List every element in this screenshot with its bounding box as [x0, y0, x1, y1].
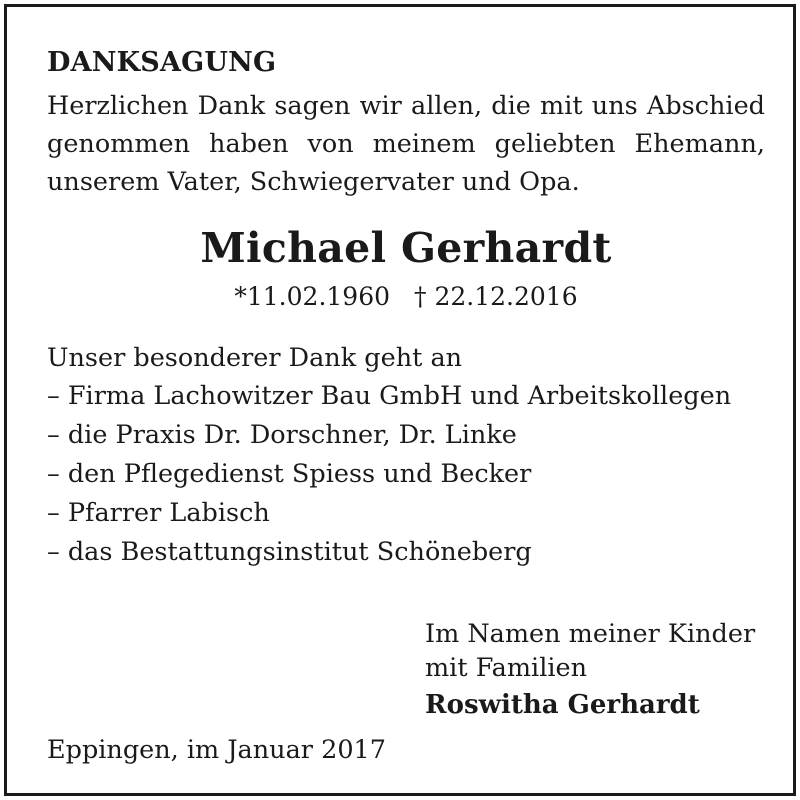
death-date: † 22.12.2016 — [414, 282, 578, 311]
list-item: – Pfarrer Labisch — [47, 498, 270, 528]
notice-heading: DANKSAGUNG — [47, 47, 277, 78]
list-item: – Firma Lachowitzer Bau GmbH und Arbeitskollegen — [47, 381, 732, 411]
life-dates — [47, 281, 765, 313]
signature-line-1: Im Namen meiner Kinder — [425, 619, 756, 649]
deceased-name: Michael Gerhardt — [200, 224, 612, 272]
place-date: Eppingen, im Januar 2017 — [47, 735, 386, 765]
signer-name: Roswitha Gerhardt — [425, 690, 700, 720]
intro-text: Herzlichen Dank sagen wir allen, die mit uns Abschied genommen haben von meinem geliebten Ehemann, unserem Vater, Schwiegervater und Opa. — [47, 91, 765, 197]
birth-date: *11.02.1960 — [234, 282, 391, 311]
signature-line-2: mit Familien — [425, 653, 588, 683]
notice-content — [47, 45, 765, 765]
list-item: – das Bestattungsinstitut Schöneberg — [47, 537, 532, 567]
thanks-list — [47, 377, 765, 572]
thanks-intro: Unser besonderer Dank geht an — [47, 343, 463, 373]
signature-block — [425, 617, 755, 725]
list-item: – den Pflegedienst Spiess und Becker — [47, 459, 532, 489]
list-item: – die Praxis Dr. Dorschner, Dr. Linke — [47, 420, 517, 450]
notice-frame — [4, 4, 796, 796]
